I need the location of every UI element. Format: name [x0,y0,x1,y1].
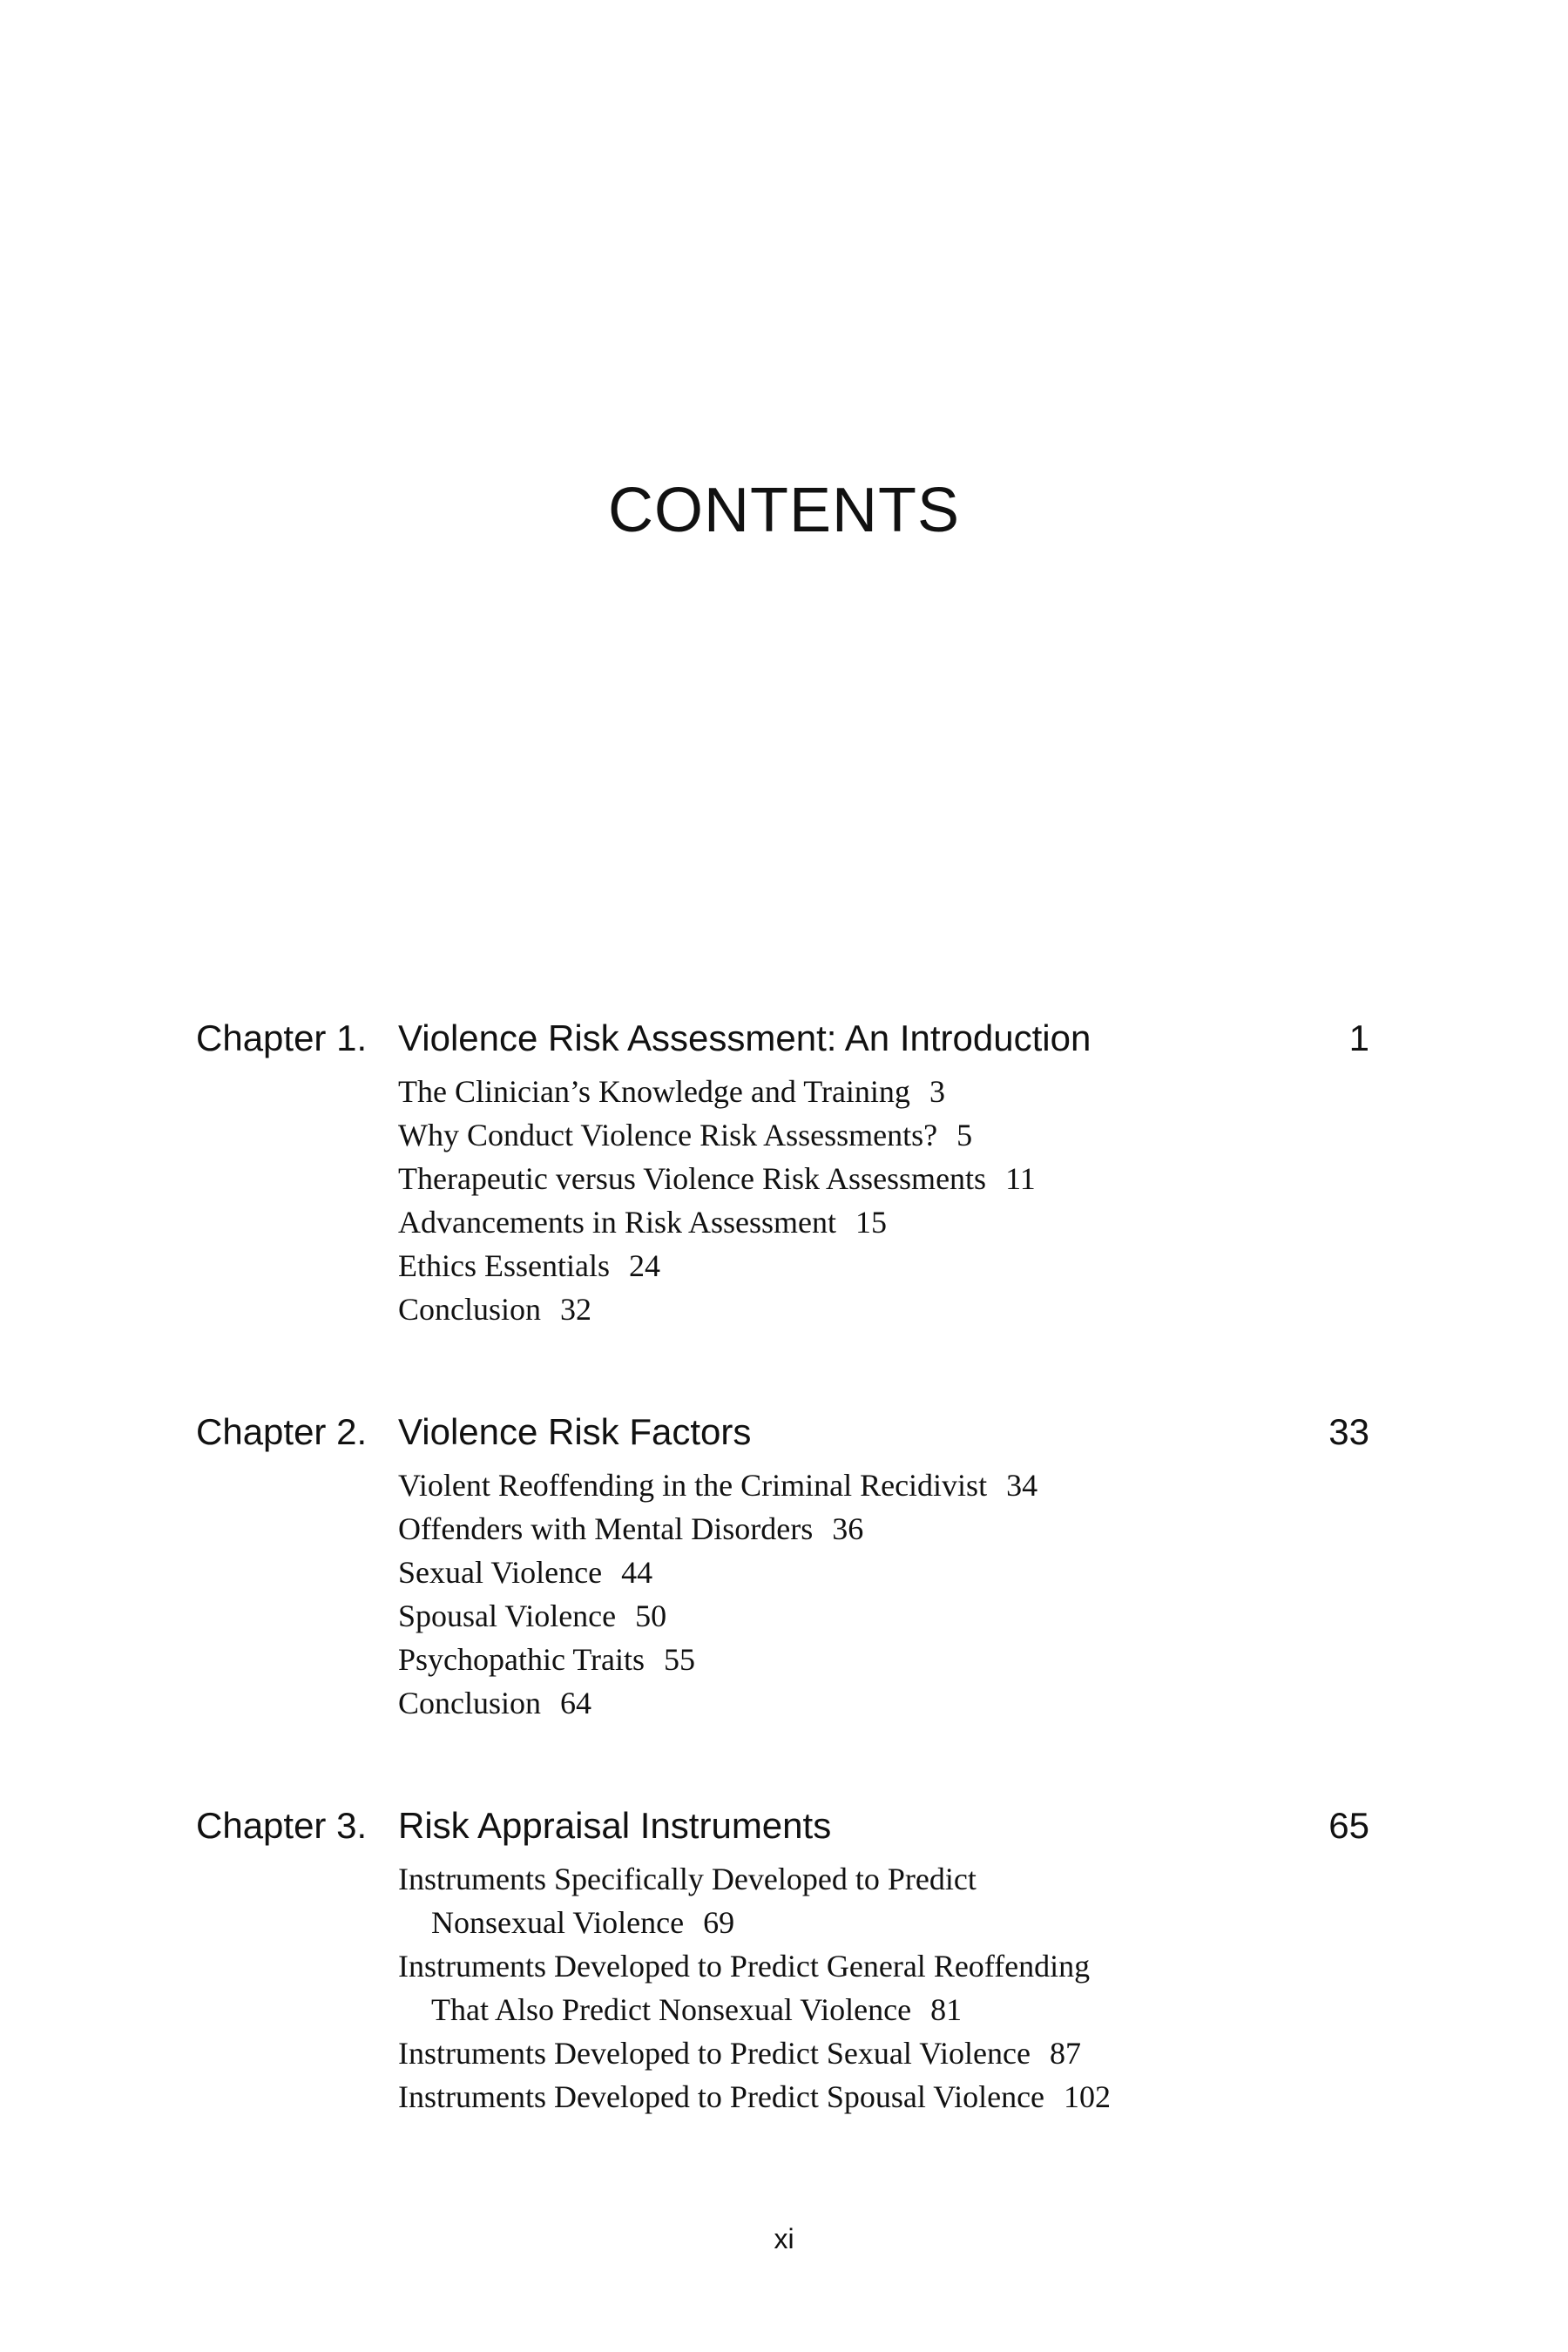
section-list [398,1463,1568,1725]
section-entry [398,1200,1568,1244]
section-title: The Clinician’s Knowledge and Training [398,1074,910,1109]
section-entry [398,1551,1568,1594]
section-page-number: 87 [1050,2036,1081,2071]
section-title-line2: Nonsexual Violence [431,1905,685,1940]
section-page-number: 44 [621,1555,653,1590]
section-title: Therapeutic versus Violence Risk Assessments [398,1161,987,1196]
section-page-number: 24 [628,1248,660,1283]
chapter-heading [0,1805,1568,1857]
section-entry [398,1507,1568,1551]
section-entry [398,1244,1568,1288]
section-title-continued [398,1988,1568,2031]
section-page-number: 64 [560,1686,592,1720]
section-page-number: 5 [956,1118,973,1152]
section-title: Instruments Developed to Predict Sexual Violence [398,2036,1031,2071]
section-title: Advancements in Risk Assessment [398,1205,836,1240]
section-entry [398,1157,1568,1200]
section-page-number: 11 [1005,1161,1036,1196]
section-title: Sexual Violence [398,1555,603,1590]
chapter-page-number: 1 [1348,1017,1369,1058]
section-entry [398,1113,1568,1157]
chapter-label: Chapter 2. [196,1411,368,1452]
section-entry [398,1070,1568,1113]
chapter-label: Chapter 3. [196,1805,368,1846]
section-list [398,1857,1568,2119]
section-entry [398,1944,1568,2031]
chapter-1 [0,1017,1568,1331]
chapter-3 [0,1805,1568,2119]
section-title-continued [398,1901,1568,1944]
section-page-number: 102 [1064,2079,1112,2114]
section-title: Conclusion [398,1292,542,1327]
section-page-number: 15 [855,1205,887,1240]
chapter-title: Risk Appraisal Instruments [398,1805,832,1846]
section-page-number: 32 [560,1292,592,1327]
section-page-number: 36 [832,1511,864,1546]
section-entry [398,1857,1568,1944]
chapter-2 [0,1411,1568,1725]
section-page-number: 55 [664,1642,696,1677]
section-title: Instruments Developed to Predict General Reoffending [398,1949,1091,1984]
chapter-label: Chapter 1. [196,1017,368,1058]
section-page-number: 50 [635,1598,667,1633]
section-title-line2: That Also Predict Nonsexual Violence [431,1992,912,2027]
section-page-number: 34 [1006,1468,1038,1503]
section-entry [398,2075,1568,2119]
section-page-number: 69 [703,1905,735,1940]
chapter-page-number: 33 [1328,1411,1369,1452]
section-title: Offenders with Mental Disorders [398,1511,814,1546]
chapter-title: Violence Risk Assessment: An Introduction [398,1017,1092,1058]
section-title: Psychopathic Traits [398,1642,645,1677]
chapter-page-number: 65 [1328,1805,1369,1846]
section-entry [398,1463,1568,1507]
chapter-title: Violence Risk Factors [398,1411,752,1452]
section-title: Instruments Specifically Developed to Predict [398,1862,977,1896]
section-entry [398,1681,1568,1725]
section-title: Spousal Violence [398,1598,617,1633]
section-page-number: 3 [929,1074,945,1109]
section-entry [398,2031,1568,2075]
section-page-number: 81 [930,1992,963,2027]
section-list [398,1070,1568,1331]
section-title: Instruments Developed to Predict Spousal Violence [398,2079,1045,2114]
section-title: Violent Reoffending in the Criminal Recidivist [398,1468,988,1503]
section-entry [398,1594,1568,1638]
section-title: Ethics Essentials [398,1248,610,1283]
page-title: CONTENTS [608,476,960,545]
page-folio: xi [774,2223,794,2254]
section-title: Why Conduct Violence Risk Assessments? [398,1118,938,1152]
chapter-heading [0,1017,1568,1070]
section-entry [398,1638,1568,1681]
section-title: Conclusion [398,1686,542,1720]
section-entry [398,1288,1568,1331]
chapter-heading [0,1411,1568,1463]
